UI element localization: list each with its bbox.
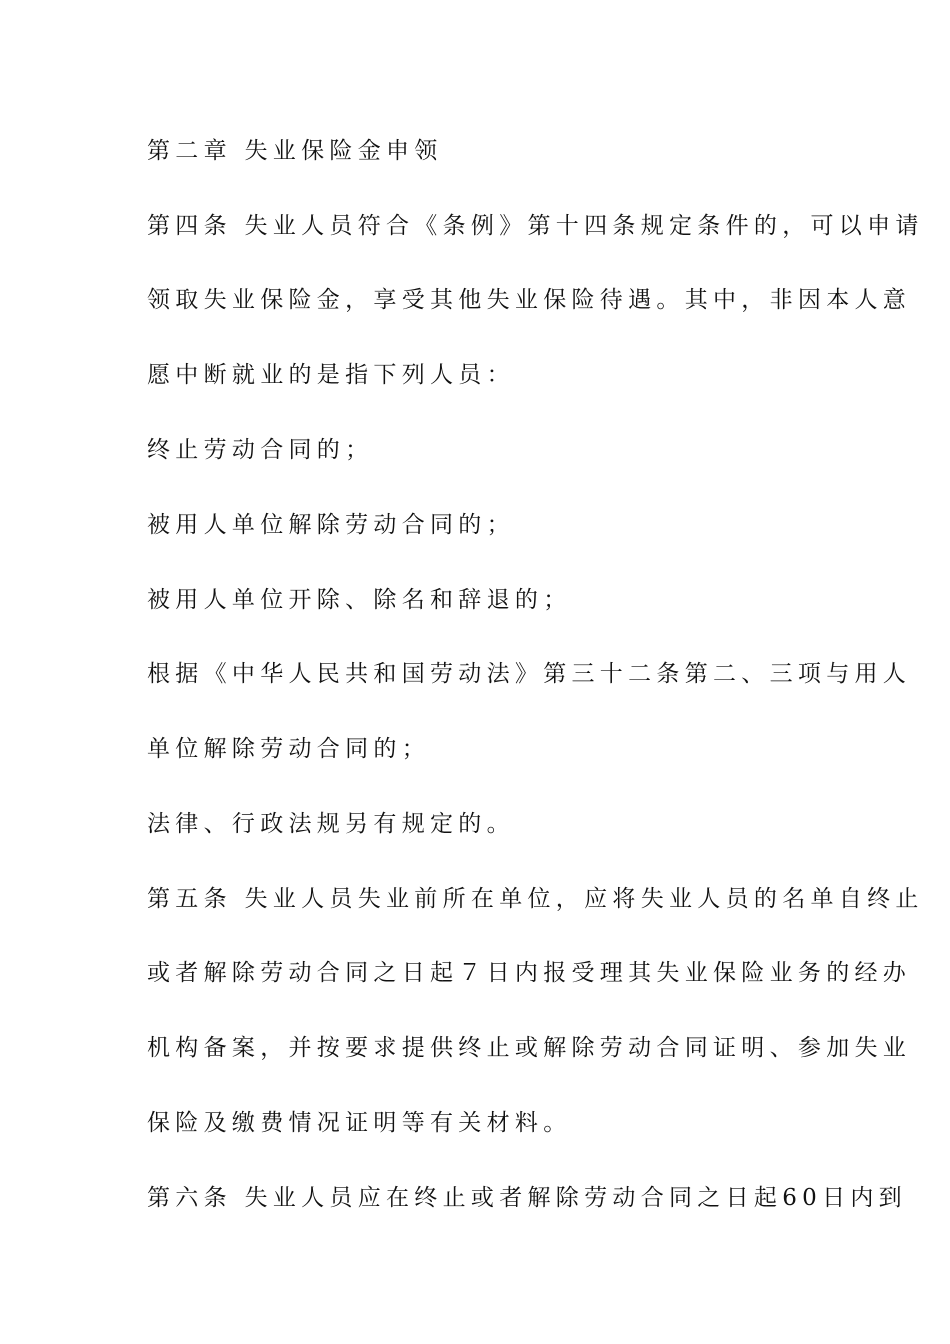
text-line: 第六条 失业人员应在终止或者解除劳动合同之日起60日内到 — [147, 1185, 907, 1211]
text-line: 第四条 失业人员符合《条例》第十四条规定条件的，可以申请 — [147, 213, 924, 239]
text-line: 第五条 失业人员失业前所在单位，应将失业人员的名单自终止 — [147, 886, 924, 912]
text-line: 被用人单位解除劳动合同的； — [147, 512, 515, 538]
text-line: 愿中断就业的是指下列人员： — [147, 362, 515, 388]
chapter-heading: 第二章 失业保险金申领 — [147, 138, 443, 164]
text-line: 保险及缴费情况证明等有关材料。 — [147, 1110, 572, 1136]
text-line: 法律、行政法规另有规定的。 — [147, 811, 515, 837]
text-line: 或者解除劳动合同之日起７日内报受理其失业保险业务的经办 — [147, 960, 912, 986]
text-line: 领取失业保险金，享受其他失业保险待遇。其中，非因本人意 — [147, 287, 912, 313]
text-line: 机构备案，并按要求提供终止或解除劳动合同证明、参加失业 — [147, 1035, 912, 1061]
text-line: 终止劳动合同的； — [147, 437, 374, 463]
text-line: 单位解除劳动合同的； — [147, 736, 430, 762]
text-line: 被用人单位开除、除名和辞退的； — [147, 587, 572, 613]
text-line: 根据《中华人民共和国劳动法》第三十二条第二、三项与用人 — [147, 661, 912, 687]
